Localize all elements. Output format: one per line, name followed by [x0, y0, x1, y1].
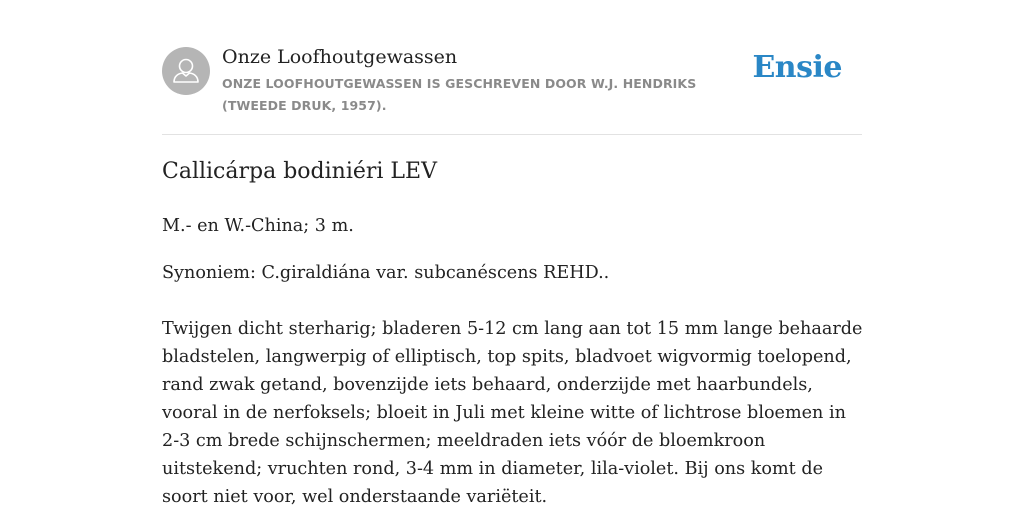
source-title[interactable]: Onze Loofhoutgewassen — [222, 46, 458, 68]
entry-origin: M.- en W.-China; 3 m. — [162, 216, 354, 236]
page-container — [162, 0, 863, 507]
brand-logo[interactable]: Ensie — [752, 50, 842, 85]
user-icon — [162, 47, 210, 95]
entry-description: Twijgen dicht sterharig; bladeren 5-12 cm lang aan tot 15 mm lange behaarde bladstelen, langwerpig of elliptisch, top spits, bladvoet wigvormig toelopend, rand zwak getand, bovenzijde iets behaard, onderzijde met haarbundels, vooral in de nerfoksels; bloeit in Juli met kleine witte of lichtrose bloemen in 2-3 cm brede schijnschermen; meeldraden iets vóór de bloemkroon uitstekend; vruchten rond, 3-4 mm in diameter, lila-violet. Bij ons komt de soort niet voor, wel onderstaande variëteit. — [162, 319, 863, 507]
source-header — [162, 0, 862, 135]
avatar[interactable] — [162, 47, 210, 95]
entry-synonym: Synoniem: C.giraldiána var. subcanéscens REHD.. — [162, 263, 610, 283]
source-description: ONZE LOOFHOUTGEWASSEN IS GESCHREVEN DOOR W.J. HENDRIKS (TWEEDE DRUK, 1957). — [222, 76, 697, 113]
entry-title: Callicárpa bodiniéri LEV — [162, 159, 437, 184]
